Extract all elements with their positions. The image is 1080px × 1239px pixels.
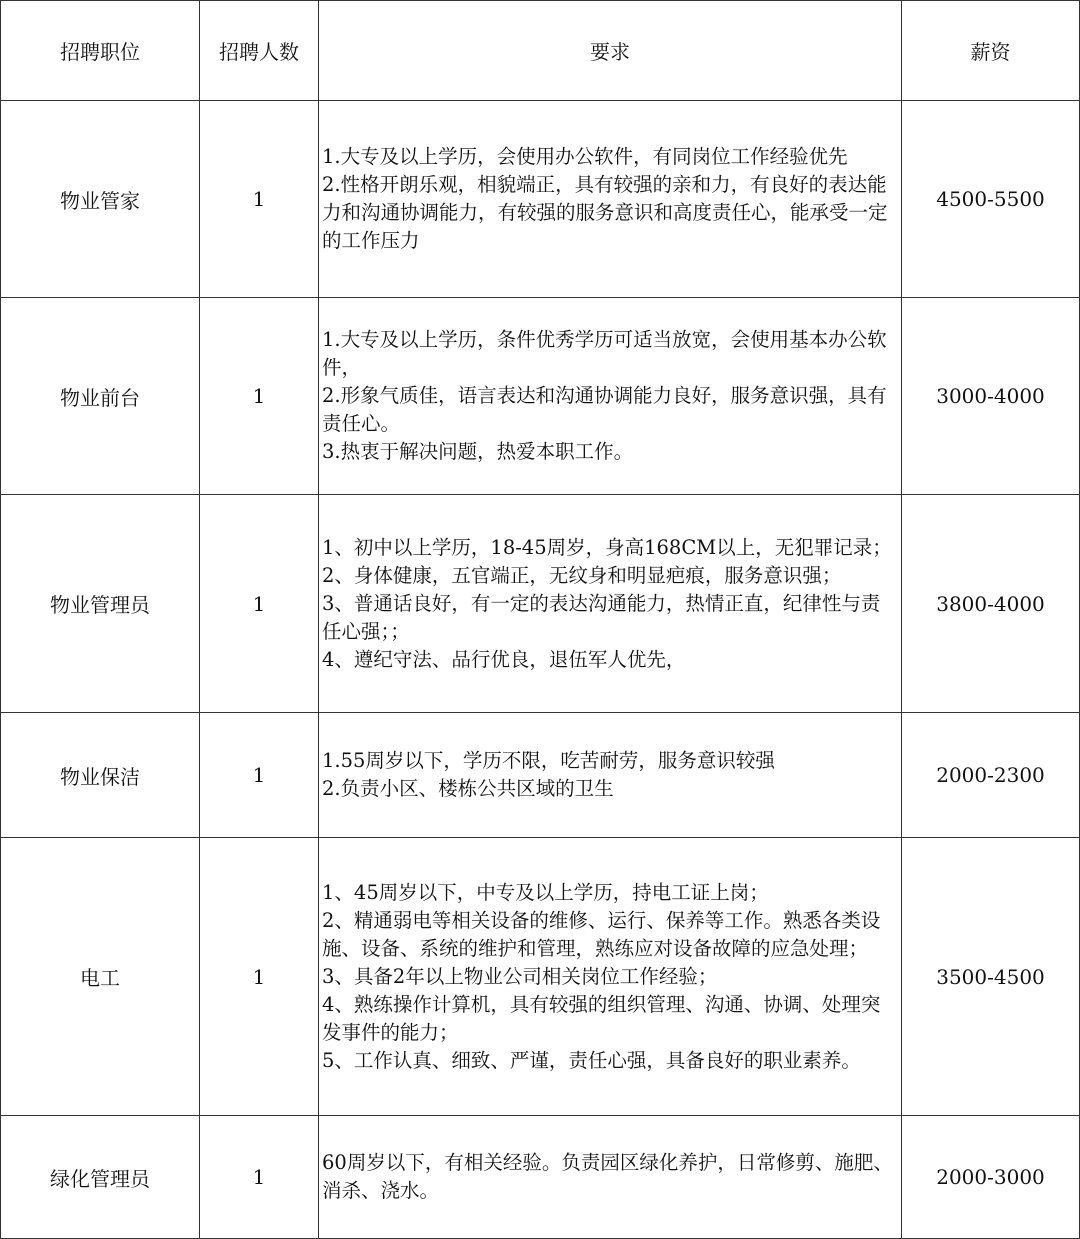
header-position: 招聘职位: [1, 1, 200, 101]
requirement-line: 1.大专及以上学历，条件优秀学历可适当放宽，会使用基本办公软件，: [322, 328, 887, 379]
table-row: [1, 298, 1080, 495]
header-requirements: 要求: [319, 1, 902, 101]
count-cell: 1: [200, 713, 319, 838]
count-cell: 1: [200, 101, 319, 298]
header-count: 招聘人数: [200, 1, 319, 101]
requirement-line: 1、45周岁以下，中专及以上学历，持电工证上岗；: [322, 880, 769, 904]
requirements-cell: [319, 713, 902, 838]
requirement-line: 1.大专及以上学历，会使用办公软件，有同岗位工作经验优先: [322, 145, 848, 168]
salary-cell: 2000-3000: [902, 1116, 1080, 1239]
requirement-line: 60周岁以下，有相关经验。负责园区绿化养护，日常修剪、施肥、消杀、浇水。: [322, 1151, 893, 1202]
requirement-line: 2.形象气质佳，语言表达和沟通协调能力良好，服务意识强，具有责任心。: [322, 384, 887, 435]
position-cell: 物业管家: [1, 101, 200, 298]
requirements-cell: [319, 838, 902, 1116]
position-cell: 物业保洁: [1, 713, 200, 838]
requirement-line: 2.负责小区、楼栋公共区域的卫生: [322, 777, 614, 800]
requirement-line: 4、熟练操作计算机，具有较强的组织管理、沟通、协调、处理突发事件的能力；: [322, 992, 881, 1044]
count-cell: 1: [200, 298, 319, 495]
requirement-line: 2、精通弱电等相关设备的维修、运行、保养等工作。熟悉各类设施、设备、系统的维护和管理，熟练应对设备故障的应急处理；: [322, 908, 881, 960]
table-row: [1, 1116, 1080, 1239]
requirement-line: 2.性格开朗乐观，相貌端正，具有较强的亲和力，有良好的表达能力和沟通协调能力，有较强的服务意识和高度责任心，能承受一定的工作压力: [322, 173, 888, 252]
position-cell: 物业管理员: [1, 495, 200, 713]
header-salary: 薪资: [902, 1, 1080, 101]
requirements-cell: [319, 1116, 902, 1239]
count-cell: 1: [200, 495, 319, 713]
salary-cell: 2000-2300: [902, 713, 1080, 838]
requirement-line: 2、身体健康，五官端正，无纹身和明显疤痕，服务意识强；: [322, 563, 842, 587]
requirement-line: 5、工作认真、细致、严谨，责任心强，具备良好的职业素养。: [322, 1048, 861, 1072]
requirement-line: 1.55周岁以下，学历不限，吃苦耐劳，服务意识较强: [322, 749, 775, 772]
salary-cell: 3000-4000: [902, 298, 1080, 495]
count-cell: 1: [200, 838, 319, 1116]
requirement-line: 3.热衷于解决问题，热爱本职工作。: [322, 440, 634, 463]
requirements-cell: [319, 495, 902, 713]
table-row: [1, 101, 1080, 298]
requirements-cell: [319, 298, 902, 495]
position-cell: 物业前台: [1, 298, 200, 495]
requirement-line: 3、普通话良好，有一定的表达沟通能力，热情正直，纪律性与责任心强；；: [322, 591, 881, 643]
table-row: [1, 838, 1080, 1116]
header-row: [1, 1, 1080, 101]
position-cell: 电工: [1, 838, 200, 1116]
count-cell: 1: [200, 1116, 319, 1239]
requirement-line: 4、遵纪守法、品行优良，退伍军人优先，: [322, 647, 686, 671]
requirement-line: 1、初中以上学历，18-45周岁，身高168CM以上，无犯罪记录；: [322, 535, 892, 559]
requirements-cell: [319, 101, 902, 298]
salary-cell: 3500-4500: [902, 838, 1080, 1116]
table-row: [1, 495, 1080, 713]
salary-cell: 4500-5500: [902, 101, 1080, 298]
requirement-line: 3、具备2年以上物业公司相关岗位工作经验；: [322, 964, 718, 988]
position-cell: 绿化管理员: [1, 1116, 200, 1239]
salary-cell: 3800-4000: [902, 495, 1080, 713]
table-row: [1, 713, 1080, 838]
